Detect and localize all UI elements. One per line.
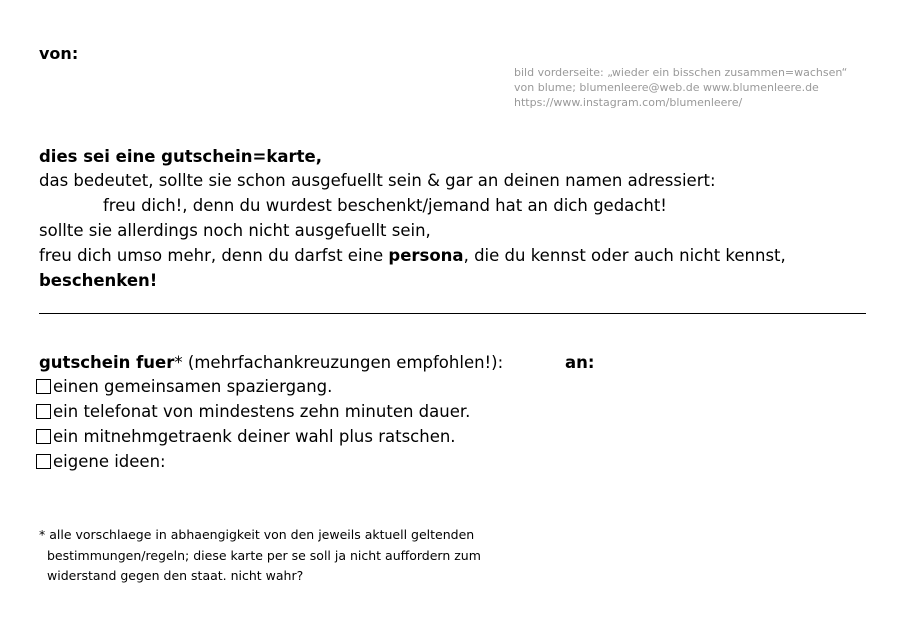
voucher-option[interactable] bbox=[36, 377, 332, 396]
intro-line: sollte sie allerdings noch nicht ausgefuellt sein, bbox=[39, 221, 431, 240]
image-credit-line: bild vorderseite: „wieder ein bisschen zusammen=wachsen“ bbox=[514, 66, 848, 79]
image-credit-line: https://www.instagram.com/blumenleere/ bbox=[514, 96, 743, 109]
checkbox[interactable] bbox=[36, 454, 51, 469]
intro-line: das bedeutet, sollte sie schon ausgefuellt sein & gar an deinen namen adressiert: bbox=[39, 171, 716, 190]
intro-emphasis: persona bbox=[388, 246, 464, 265]
footnote-line: * alle vorschlaege in abhaengigkeit von den jeweils aktuell geltenden bbox=[39, 527, 475, 542]
intro-heading: dies sei eine gutschein=karte, bbox=[39, 147, 322, 166]
voucher-option[interactable] bbox=[36, 402, 470, 421]
checkbox[interactable] bbox=[36, 379, 51, 394]
intro-line-text: freu dich umso mehr, denn du darfst eine bbox=[39, 246, 389, 265]
intro-closing: beschenken! bbox=[39, 271, 158, 290]
voucher-label-bold: gutschein fuer bbox=[39, 353, 175, 372]
from-label: von: bbox=[39, 44, 79, 63]
to-label: an: bbox=[565, 353, 595, 372]
voucher-option-label: ein telefonat von mindestens zehn minuten dauer. bbox=[53, 402, 471, 421]
image-credit-line: von blume; blumenleere@web.de www.blumenleere.de bbox=[514, 81, 819, 94]
voucher-option-label: einen gemeinsamen spaziergang. bbox=[53, 377, 333, 396]
checkbox[interactable] bbox=[36, 429, 51, 444]
footnote-line: bestimmungen/regeln; diese karte per se soll ja nicht auffordern zum bbox=[47, 548, 481, 563]
intro-line: freu dich!, denn du wurdest beschenkt/jemand hat an dich gedacht! bbox=[103, 196, 667, 215]
voucher-label-rest: * (mehrfachankreuzungen empfohlen!): bbox=[174, 353, 504, 372]
voucher-option[interactable] bbox=[36, 452, 166, 471]
divider-line bbox=[39, 313, 866, 314]
intro-line-text: , die du kennst oder auch nicht kennst, bbox=[463, 246, 786, 265]
voucher-option-label: ein mitnehmgetraenk deiner wahl plus ratschen. bbox=[53, 427, 456, 446]
voucher-label bbox=[39, 353, 503, 372]
footnote-line: widerstand gegen den staat. nicht wahr? bbox=[47, 568, 304, 583]
checkbox[interactable] bbox=[36, 404, 51, 419]
intro-line bbox=[39, 246, 786, 265]
voucher-option-label: eigene ideen: bbox=[53, 452, 166, 471]
voucher-option[interactable] bbox=[36, 427, 456, 446]
